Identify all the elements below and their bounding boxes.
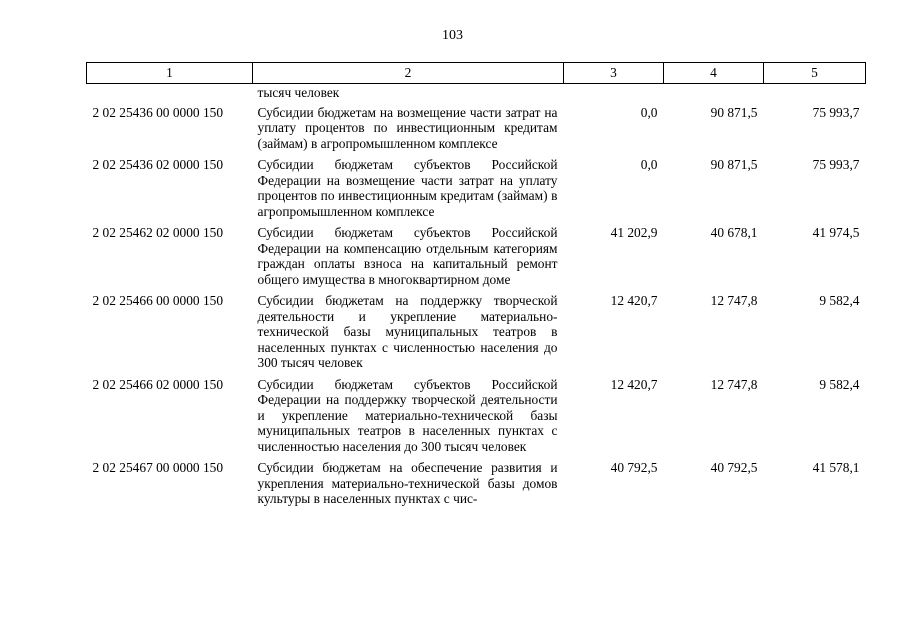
row-code: 2 02 25467 00 0000 150 xyxy=(92,460,224,475)
column-header-3: 3 xyxy=(564,63,664,84)
row-value-3: 0,0 xyxy=(640,104,658,120)
row-value-3: 12 420,7 xyxy=(610,293,658,308)
row-value-3: 40 792,5 xyxy=(610,460,658,475)
row-code: 2 02 25466 02 0000 150 xyxy=(92,376,224,392)
column-header-1: 1 xyxy=(87,63,253,84)
column-header-5: 5 xyxy=(764,63,866,84)
row-code: 2 02 25466 00 0000 150 xyxy=(92,293,224,308)
column-header-4: 4 xyxy=(664,63,764,84)
row-value-3: 0,0 xyxy=(640,157,658,172)
table-row xyxy=(87,155,866,223)
row-value-5: 9 582,4 xyxy=(819,376,860,392)
table-row xyxy=(87,291,866,375)
row-code: 2 02 25436 02 0000 150 xyxy=(92,157,224,172)
row-value-5: 41 974,5 xyxy=(812,225,860,240)
table-row xyxy=(87,375,866,459)
table-row xyxy=(87,223,866,291)
row-value-5: 41 578,1 xyxy=(812,460,860,475)
row-value-5: 75 993,7 xyxy=(812,104,860,120)
row-value-3: 41 202,9 xyxy=(610,225,658,240)
row-value-3: 12 420,7 xyxy=(610,376,658,392)
row-description: Субсидии бюджетам субъектов Российской Федерации на поддержку творческой деятельности и укрепление материально-технической базы муниципальных театров в населенных пунктах с численностью населения до 300 тысяч человек xyxy=(257,376,558,454)
continuation-text: тысяч человек xyxy=(257,85,340,100)
row-code: 2 02 25462 02 0000 150 xyxy=(92,225,224,240)
row-value-4: 12 747,8 xyxy=(710,376,758,392)
row-description: Субсидии бюджетам на поддержку творческой деятельности и укрепление материально-технической базы муниципальных театров в населенных пунктах с численностью населения до 300 тысяч человек xyxy=(257,293,558,370)
row-value-5: 9 582,4 xyxy=(819,293,860,308)
row-value-5: 75 993,7 xyxy=(812,157,860,172)
row-description: Субсидии бюджетам субъектов Российской Федерации на возмещение части затрат на уплату процентов по инвестиционным кредитам (займам) в агропромышленном комплексе xyxy=(257,157,558,219)
continuation-row xyxy=(87,84,866,103)
row-code: 2 02 25436 00 0000 150 xyxy=(92,104,224,120)
row-description: Субсидии бюджетам на возмещение части затрат на уплату процентов по инвестиционным кредитам (займам) в агропромышленном комплексе xyxy=(257,104,558,151)
row-value-4: 40 678,1 xyxy=(710,225,758,240)
table-header-row xyxy=(87,63,866,84)
table-row xyxy=(87,458,866,511)
budget-table xyxy=(86,62,866,511)
row-description: Субсидии бюджетам на обеспечение развития и укрепления материально-технической базы домов культуры в населенных пунктах с чис- xyxy=(257,460,558,506)
row-value-4: 12 747,8 xyxy=(710,293,758,308)
table-row xyxy=(87,103,866,156)
row-value-4: 40 792,5 xyxy=(710,460,758,475)
column-header-2: 2 xyxy=(253,63,564,84)
row-value-4: 90 871,5 xyxy=(710,157,758,172)
row-value-4: 90 871,5 xyxy=(710,104,758,120)
page-number: 103 xyxy=(442,28,463,43)
row-description: Субсидии бюджетам субъектов Российской Федерации на компенсацию отдельным категориям граждан оплаты взноса на капитальный ремонт общего имущества в многоквартирном доме xyxy=(257,225,558,287)
